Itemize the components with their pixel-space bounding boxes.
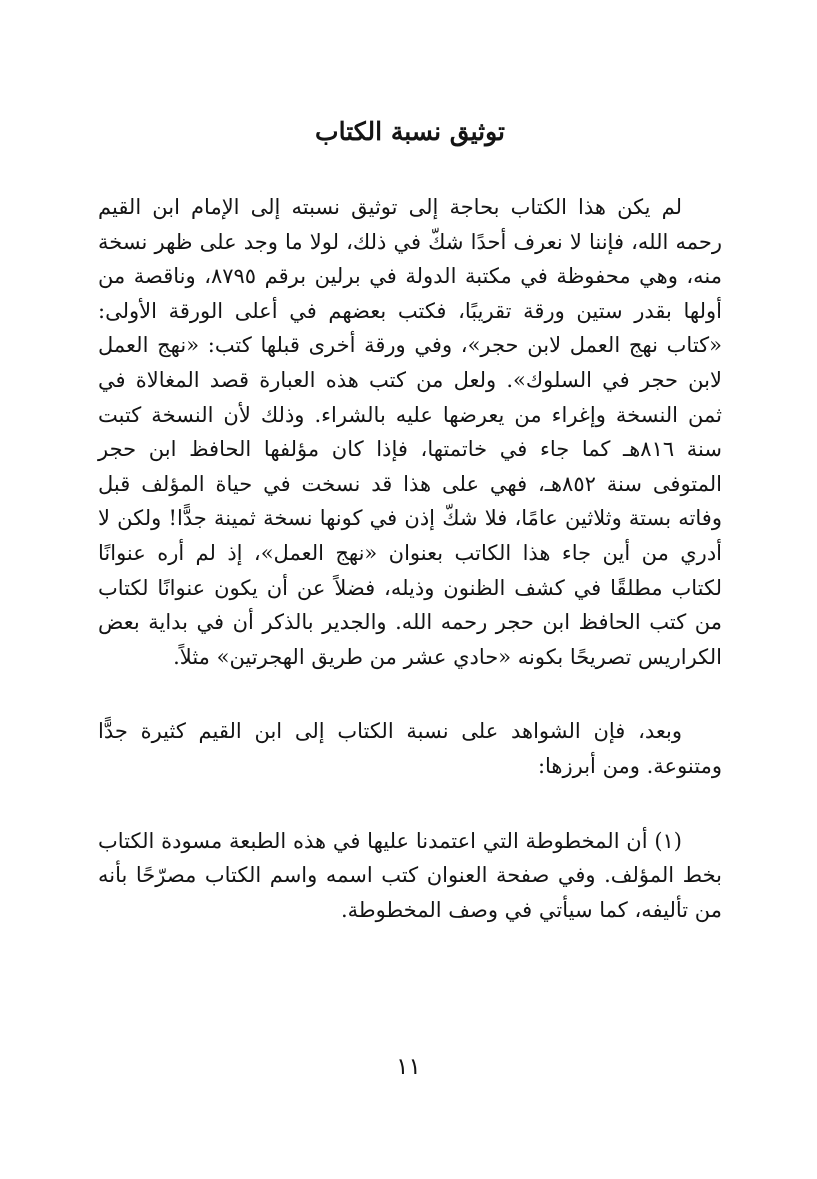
page-body	[98, 112, 722, 927]
paragraph-gap	[98, 784, 722, 824]
paragraph-evidence-one: (١) أن المخطوطة التي اعتمدنا عليها في هذه الطبعة مسودة الكتاب بخط المؤلف. وفي صفحة العنوان كتب اسمه واسم الكتاب مصرّحًا بأنه من تأليفه، كما سيأتي في وصف المخطوطة.	[98, 828, 722, 922]
paragraph-evidence-intro: وبعد، فإن الشواهد على نسبة الكتاب إلى ابن القيم كثيرة جدًّا ومتنوعة. ومن أبرزها:	[98, 719, 722, 778]
paragraph-introduction: لم يكن هذا الكتاب بحاجة إلى توثيق نسبته إلى الإمام ابن القيم رحمه الله، فإننا لا نعرف أحدًا شكّ في ذلك، لولا ما وجد على ظهر نسخة منه، وهي محفوظة في مكتبة الدولة في برلين برقم ٨٧٩٥، وناقصة من أولها بقدر ستين ورقة تقريبًا، فكتب بعضهم في أعلى الورقة الأولى: «كتاب نهج العمل لابن حجر»، وفي ورقة أخرى قبلها كتب: «نهج العمل لابن حجر في السلوك». ولعل من كتب هذه العبارة قصد المغالاة في ثمن النسخة وإغراء من يعرضها عليه بالشراء. وذلك لأن النسخة كتبت سنة ٨١٦هـ كما جاء في خاتمتها، فإذا كان مؤلفها الحافظ ابن حجر المتوفى سنة ٨٥٢هـ، فهي على هذا قد نسخت في حياة المؤلف قبل وفاته بستة وثلاثين عامًا، فلا شكّ إذن في كونها نسخة ثمينة جدًّا! ولكن لا أدري من أين جاء هذا الكاتب بعنوان «نهج العمل»، إذ لم أره عنوانًا لكتاب مطلقًا في كشف الظنون وذيله، فضلاً عن أن يكون عنوانًا لكتاب من كتب الحافظ ابن حجر رحمه الله. والجدير بالذكر أن في بداية بعض الكراريس تصريحًا بكونه «حادي عشر من طريق الهجرتين» مثلاً.	[98, 195, 722, 669]
paragraph-gap	[98, 674, 722, 714]
page-title: توثيق نسبة الكتاب	[315, 117, 505, 146]
page-number: ١١	[396, 1054, 421, 1080]
